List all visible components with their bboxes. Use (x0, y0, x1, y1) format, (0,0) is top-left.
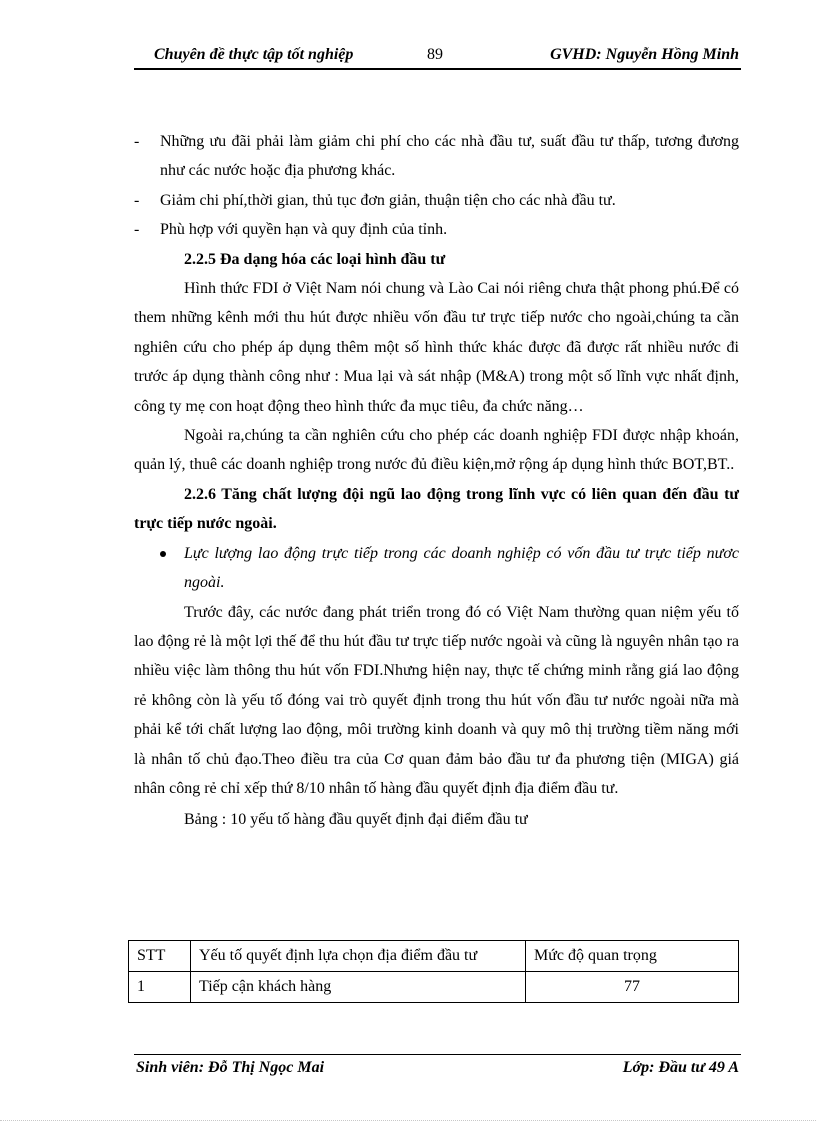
footer-class: Lớp: Đầu tư 49 A (622, 1059, 739, 1076)
dash-item-text: Những ưu đãi phải làm giảm chi phí cho các nhà đầu tư, suất đầu tư thấp, tương đương như các nước hoặc địa phương khác. (160, 133, 739, 180)
dash-mark: - (134, 191, 140, 209)
page-number: 89 (427, 46, 443, 63)
dash-mark: - (134, 133, 140, 150)
dash-item (134, 127, 739, 186)
header-supervisor: GVHD: Nguyễn Hồng Minh (550, 46, 739, 63)
page-footer (134, 1054, 741, 1076)
table-header-row (129, 941, 739, 972)
table-header-cell: Mức độ quan trọng (526, 941, 739, 972)
factors-table (128, 940, 739, 1003)
bullet-item (134, 539, 739, 598)
dash-mark: - (134, 221, 140, 239)
page-header (134, 44, 741, 70)
paragraph: Hình thức FDI ở Việt Nam nói chung và Lào Cai nói riêng chưa thật phong phú.Để có them những kênh mới thu hút được nhiều vốn đầu tư trực tiếp nước cho ngoài,chúng ta cần nghiên cứu cho phép áp dụng thêm một số hình thức khác được đã được rất nhiều nước đi trước áp dụng thành công như : Mua lại và sát nhập (M&A) trong một số lĩnh vực nhất định, công ty mẹ con hoạt động theo hình thức đa mục tiêu, đa chức năng… (134, 280, 739, 415)
dash-item (134, 186, 739, 215)
table-row (129, 972, 739, 1003)
dash-item (134, 215, 739, 244)
document-body (134, 127, 739, 835)
bullet-dot-icon (160, 551, 166, 557)
bullet-item-text: Lực lượng lao động trực tiếp trong các doanh nghiệp có vốn đầu tư trực tiếp nươc ngoài. (184, 544, 739, 592)
section-heading-2-2-6: 2.2.6 Tăng chất lượng đội ngũ lao động trong lĩnh vực có liên quan đến đầu tư trực tiếp nước ngoài. (134, 485, 739, 533)
dash-item-text: Giảm chi phí,thời gian, thủ tục đơn giản, thuận tiện cho các nhà đầu tư. (160, 191, 616, 209)
header-title: Chuyên đề thực tập tốt nghiệp (154, 46, 354, 63)
table-cell: 1 (129, 972, 191, 1003)
footer-student: Sinh viên: Đỗ Thị Ngọc Mai (136, 1059, 325, 1076)
dash-item-text: Phù hợp với quyền hạn và quy định của tỉnh. (160, 221, 448, 239)
table-header-cell: STT (129, 941, 191, 972)
section-heading-2-2-5: 2.2.5 Đa dạng hóa các loại hình đầu tư (184, 250, 446, 268)
page-break-divider (0, 1120, 816, 1121)
paragraph: Trước đây, các nước đang phát triển trong đó có Việt Nam thường quan niệm yếu tố lao động rẻ là một lợi thế để thu hút đầu tư trực tiếp nước ngoài và cũng là nguyên nhân tạo ra nhiều việc làm thông thu hút vốn FDI.Nhưng hiện nay, thực tế chứng minh rằng giá lao động rẻ không còn là yếu tố đóng vai trò quyết định trong thu hút vốn đầu tư nước ngoài nữa mà phải kể tới chất lượng lao động, môi trường kinh doanh và quy mô thị trường tiềm năng mới là nhân tố chủ đạo.Theo điều tra của Cơ quan đảm bảo đầu tư đa phương tiện (MIGA) giá nhân công rẻ chỉ xếp thứ 8/10 nhân tố hàng đầu quyết định địa điểm đầu tư. (134, 603, 739, 797)
paragraph: Ngoài ra,chúng ta cần nghiên cứu cho phép các doanh nghiệp FDI được nhập khoán, quản lý, thuê các doanh nghiệp trong nước đủ điều kiện,mở rộng áp dụng hình thức BOT,BT.. (134, 427, 739, 474)
table-cell: 77 (526, 972, 739, 1003)
table-header-cell: Yếu tố quyết định lựa chọn địa điểm đầu tư (191, 941, 526, 972)
table-cell: Tiếp cận khách hàng (191, 972, 526, 1003)
table-caption: Bảng : 10 yếu tố hàng đầu quyết định đại điểm đầu tư (184, 811, 528, 829)
